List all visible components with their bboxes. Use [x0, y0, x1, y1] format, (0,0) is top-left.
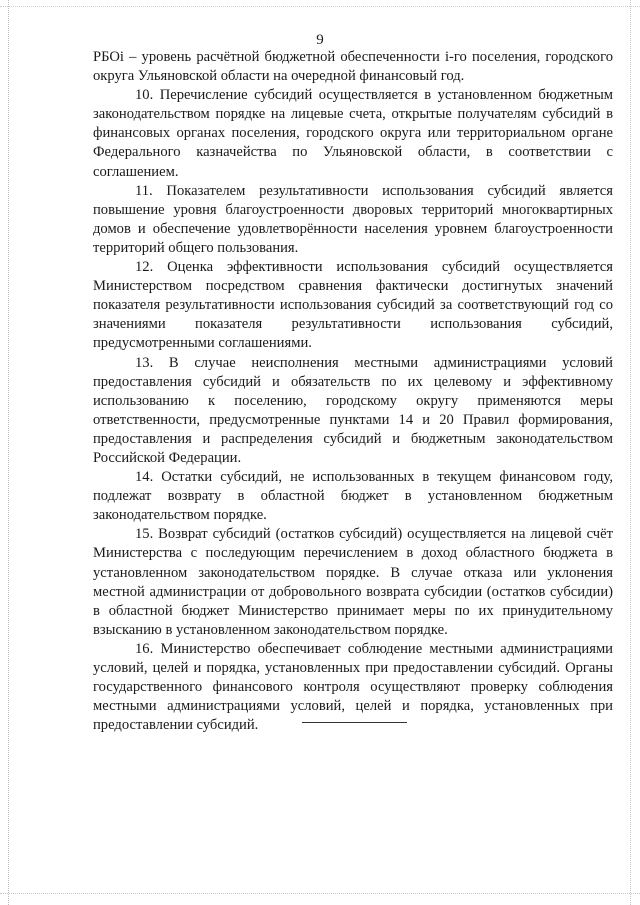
paragraph-12: 12. Оценка эффективности использования субсидий осуществляется Министерством посредством сравнения фактически достигнутых значений показателя результативности использования субсидий за соответствующий год со значениями показателя результативности использования субсидий, предусмотренными соглашениями.: [93, 259, 613, 352]
scan-edge-top: [0, 6, 640, 7]
paragraph-16: 16. Министерство обеспечивает соблюдение местными администрациями условий, целей и порядка, установленных при предоставлении субсидий. Органы государственного финансового контроля осуществляют проверку соблюдения местными администрациями условий, целей и порядка, установленных при предоставлении субсидий.: [93, 640, 613, 734]
scan-edge-left: [8, 0, 9, 905]
paragraph-14: 14. Остатки субсидий, не использованных в текущем финансовом году, подлежат возврату в областной бюджет в установленном бюджетным законодательством порядке.: [93, 469, 613, 524]
paragraph-15: 15. Возврат субсидий (остатков субсидий) осуществляется на лицевой счёт Министерства с последующим перечислением в доход областного бюджета в установленном законодательством порядке. В случае отказа или уклонения местной администрации от добровольного возврата субсидии (остатков субсидии) в областной бюджет Министерство принимает меры по их принудительному взысканию в установленном законодательством порядке.: [93, 526, 613, 638]
paragraph-13: 13. В случае неисполнения местными администрациями условий предоставления субсидий и обязательств по их целевому и эффективному использованию к поселению, городскому округу применяются меры ответственности, предусмотренные пунктами 14 и 20 Правил формирования, предоставления и распределения субсидий и бюджетным законодательством Российской Федерации.: [93, 354, 613, 466]
paragraph-11: 11. Показателем результативности использования субсидий является повышение уровня благоустроенности дворовых территорий многоквартирных домов и обеспечение удовлетворённости населения уровнем благоустроенности территорий общего пользования.: [93, 182, 613, 256]
paragraph-definition: РБОi – уровень расчётной бюджетной обеспеченности i-го поселения, городского округа Ульяновской области на очередной финансовый год.: [93, 49, 613, 85]
paragraph-10: 10. Перечисление субсидий осуществляется в установленном бюджетным законодательством порядке на лицевые счета, открытые получателям субсидий в финансовых органах поселения, городского округа или территориальном органе Федерального казначейства по Ульяновской области, в соответствии с соглашением.: [93, 87, 613, 180]
page-number: 9: [316, 32, 324, 48]
document-body: [93, 48, 613, 735]
end-rule: [302, 722, 407, 723]
scan-edge-bottom: [0, 893, 640, 894]
scan-edge-right: [630, 0, 631, 905]
